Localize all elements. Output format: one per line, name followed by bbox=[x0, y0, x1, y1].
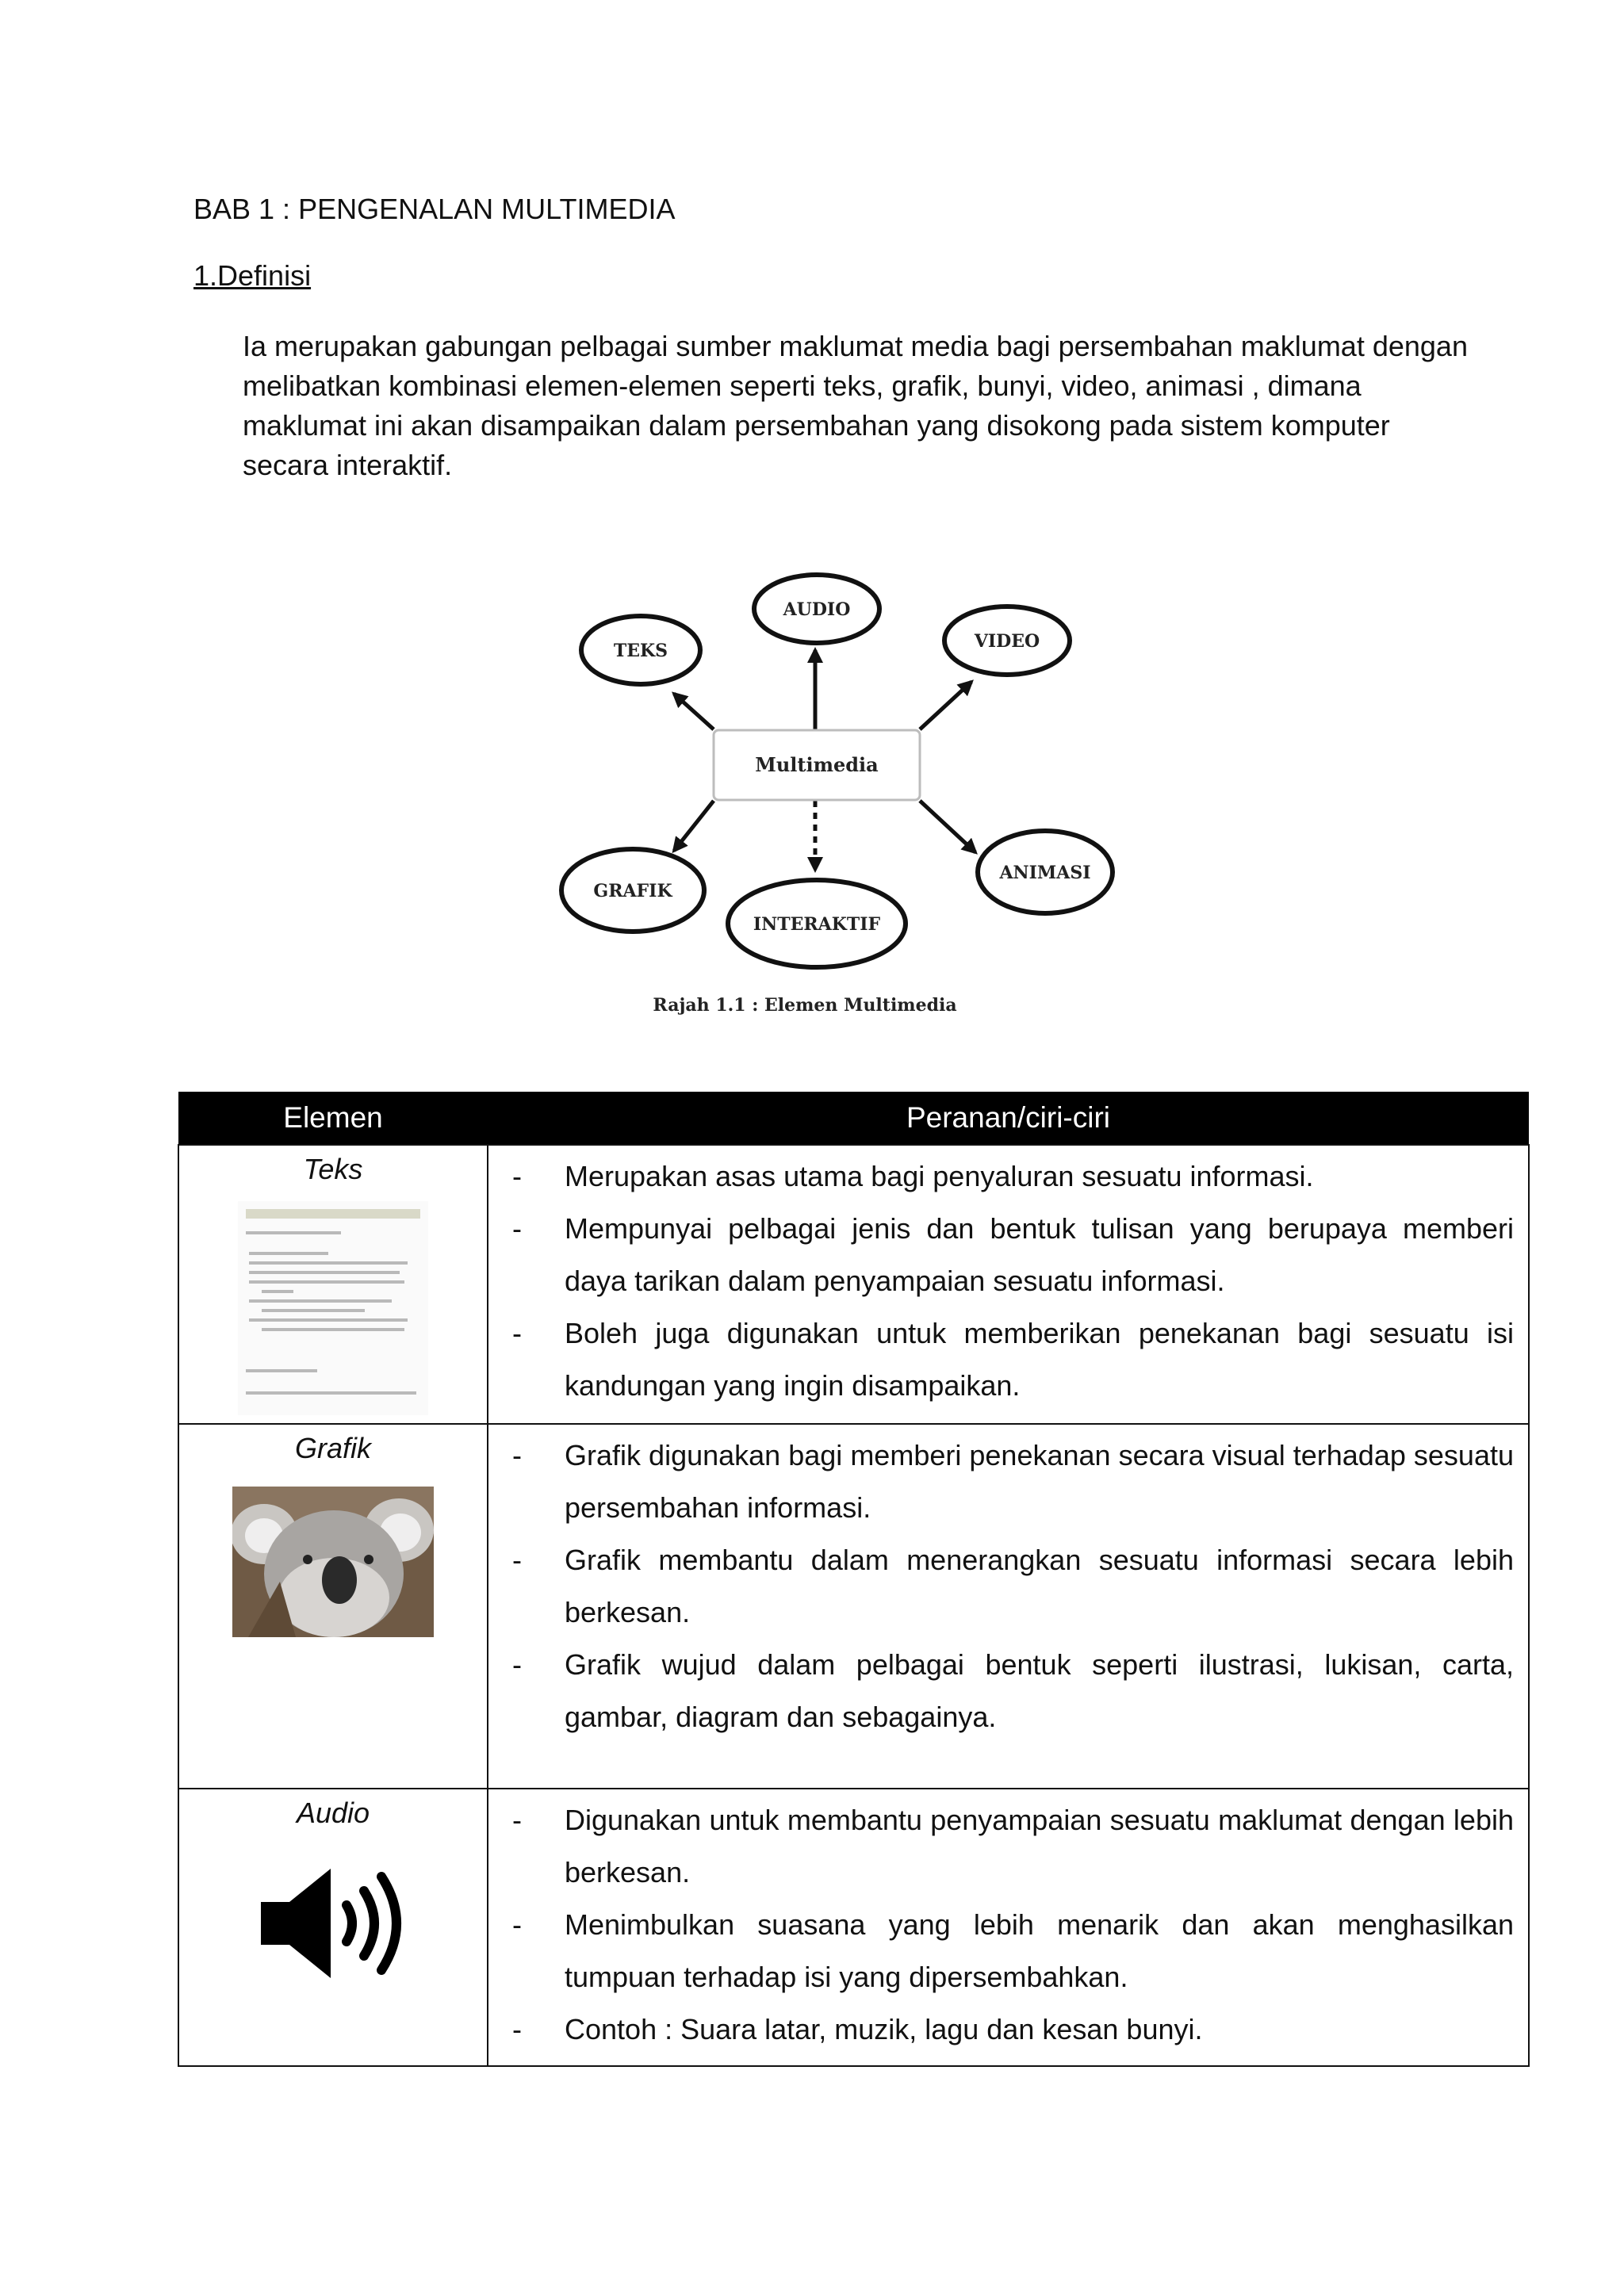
arrow-video bbox=[920, 682, 971, 729]
list-item: - Mempunyai pelbagai jenis dan bentuk tulisan yang berupaya memberi daya tarikan dalam penyampaian sesuatu informasi. bbox=[488, 1203, 1514, 1307]
node-audio-label: AUDIO bbox=[783, 599, 851, 620]
speaker-icon bbox=[258, 1864, 408, 1983]
table-row-teks bbox=[178, 1145, 1529, 1424]
arrow-animasi bbox=[920, 801, 975, 852]
node-teks-label: TEKS bbox=[613, 641, 668, 661]
list-item: - Grafik membantu dalam menerangkan sesuatu informasi secara lebih berkesan. bbox=[488, 1534, 1514, 1639]
description-cell-teks bbox=[488, 1145, 1529, 1424]
node-animasi-label: ANIMASI bbox=[999, 863, 1091, 883]
header-peranan: Peranan/ciri-ciri bbox=[488, 1092, 1529, 1145]
description-cell-audio bbox=[488, 1789, 1529, 2066]
list-item: - Boleh juga digunakan untuk memberikan penekanan bagi sesuatu isi kandungan yang ingin disampaikan. bbox=[488, 1307, 1514, 1412]
description-list-audio bbox=[488, 1794, 1528, 2056]
elements-table bbox=[178, 1092, 1530, 2067]
arrow-teks bbox=[674, 694, 714, 729]
node-interaktif-label: INTERAKTIF bbox=[753, 914, 881, 935]
header-elemen: Elemen bbox=[178, 1092, 488, 1145]
element-cell-teks bbox=[178, 1145, 488, 1424]
multimedia-diagram bbox=[547, 559, 1134, 1035]
diagram-svg bbox=[547, 559, 1134, 1035]
element-name-teks: Teks bbox=[303, 1153, 363, 1185]
list-item: - Menimbulkan suasana yang lebih menarik dan akan menghasilkan tumpuan terhadap isi yang dipersembahkan. bbox=[488, 1899, 1514, 2003]
list-item: - Grafik digunakan bagi memberi penekanan secara visual terhadap sesuatu persembahan informasi. bbox=[488, 1429, 1514, 1534]
diagram-caption: Rajah 1.1 : Elemen Multimedia bbox=[653, 995, 957, 1016]
definition-paragraph: Ia merupakan gabungan pelbagai sumber maklumat media bagi persembahan maklumat dengan melibatkan kombinasi elemen-elemen seperti teks, grafik, bunyi, video, animasi , dimana maklumat ini akan disampaikan dalam persembahan yang disokong pada sistem komputer secara interaktif. bbox=[243, 330, 1468, 481]
description-cell-grafik bbox=[488, 1424, 1529, 1789]
section-title: 1.Definisi bbox=[193, 259, 312, 292]
list-item: - Contoh : Suara latar, muzik, lagu dan kesan bunyi. bbox=[488, 2003, 1514, 2056]
element-name-grafik: Grafik bbox=[294, 1432, 371, 1464]
center-label: Multimedia bbox=[755, 753, 879, 776]
description-list-grafik bbox=[488, 1429, 1528, 1743]
node-video-label: VIDEO bbox=[974, 631, 1040, 652]
element-cell-grafik bbox=[178, 1424, 488, 1789]
description-list-teks bbox=[488, 1150, 1528, 1412]
list-item: - Grafik wujud dalam pelbagai bentuk seperti ilustrasi, lukisan, carta, gambar, diagram dan sebagainya. bbox=[488, 1639, 1514, 1743]
koala-photo bbox=[232, 1487, 434, 1637]
chapter-title: BAB 1 : PENGENALAN MULTIMEDIA bbox=[193, 193, 676, 225]
list-item: - Digunakan untuk membantu penyampaian sesuatu maklumat dengan lebih berkesan. bbox=[488, 1794, 1514, 1899]
document-thumbnail bbox=[238, 1201, 428, 1415]
node-grafik-label: GRAFIK bbox=[593, 881, 672, 901]
table-row-audio bbox=[178, 1789, 1529, 2066]
element-name-audio: Audio bbox=[296, 1797, 370, 1829]
element-cell-audio bbox=[178, 1789, 488, 2066]
list-item: - Merupakan asas utama bagi penyaluran sesuatu informasi. bbox=[488, 1150, 1514, 1203]
table-header-row bbox=[178, 1092, 1529, 1145]
arrow-grafik bbox=[674, 801, 714, 851]
table-row-grafik bbox=[178, 1424, 1529, 1789]
